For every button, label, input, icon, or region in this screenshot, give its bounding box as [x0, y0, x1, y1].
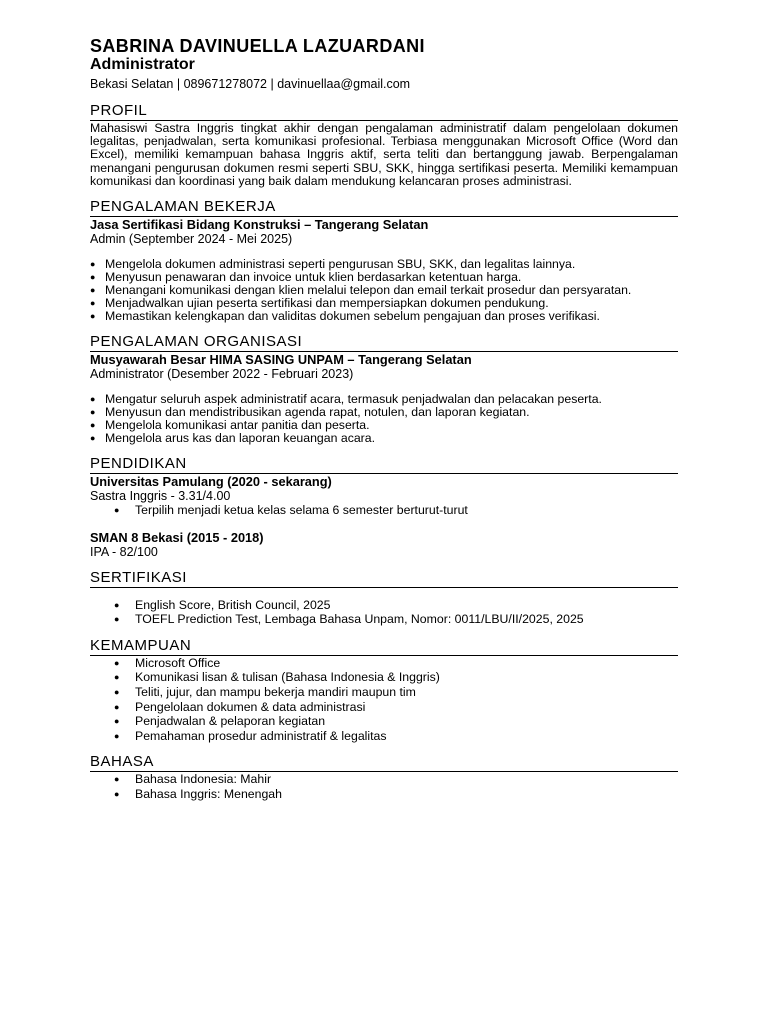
profile-heading: PROFIL [90, 103, 678, 121]
candidate-name: SABRINA DAVINUELLA LAZUARDANI [90, 36, 425, 56]
profile-section [90, 103, 678, 188]
education-section [90, 456, 678, 559]
list-item: ● Menangani komunikasi dengan klien melalui telepon dan email terkait prosedur dan persyaratan. [90, 284, 678, 297]
organization-bullet-list [90, 393, 678, 445]
certification-section [90, 570, 678, 627]
skills-list [90, 656, 678, 744]
candidate-role: Administrator [90, 56, 195, 73]
languages-heading: BAHASA [90, 754, 678, 772]
list-item: ● Komunikasi lisan & tulisan (Bahasa Indonesia & Inggris) [90, 670, 678, 685]
list-item: ● Mengelola komunikasi antar panitia dan peserta. [90, 419, 678, 432]
list-item: ● Menyusun dan mendistribusikan agenda rapat, notulen, dan laporan kegiatan. [90, 406, 678, 419]
profile-text: Mahasiswi Sastra Inggris tingkat akhir dengan pengalaman administratif dalam pengelolaan dokumen legalitas, penjadwalan, serta komunikasi profesional. Terbiasa menggunakan Microsoft Office (Word dan Excel), memiliki kemampuan bahasa Inggris aktif, serta teliti dan bertanggung jawab. Berpengalaman menangani pengurusan dokumen resmi seperti SBU, SKK, hingga sertifikasi peserta. Memiliki kemampuan komunikasi dan koordinasi yang baik dalam mendukung kelancaran proses administrasi. [90, 121, 678, 188]
organization-name: Musyawarah Besar HIMA SASING UNPAM – Tangerang Selatan [90, 352, 472, 368]
education-heading: PENDIDIKAN [90, 456, 678, 474]
list-item: ● Bahasa Inggris: Menengah [90, 787, 678, 802]
resume-content [90, 36, 678, 802]
work-position: Admin (September 2024 - Mei 2025) [90, 232, 293, 247]
list-item: ● Terpilih menjadi ketua kelas selama 6 semester berturut-turut [90, 503, 678, 518]
list-item: ● Pengelolaan dokumen & data administrasi [90, 700, 678, 715]
education-detail: Sastra Inggris - 3.31/4.00 [90, 489, 231, 504]
work-heading: PENGALAMAN BEKERJA [90, 199, 678, 217]
list-item: ● Microsoft Office [90, 656, 678, 671]
list-item: ● TOEFL Prediction Test, Lembaga Bahasa Unpam, Nomor: 0011/LBU/II/2025, 2025 [90, 612, 678, 627]
list-item: ● Menyusun penawaran dan invoice untuk klien berdasarkan ketentuan harga. [90, 271, 678, 284]
list-item: ● Pemahaman prosedur administratif & legalitas [90, 729, 678, 744]
organization-position: Administrator (Desember 2022 - Februari 2023) [90, 367, 354, 382]
languages-list [90, 772, 678, 801]
certification-heading: SERTIFIKASI [90, 570, 678, 588]
list-item: ● Mengelola dokumen administrasi seperti pengurusan SBU, SKK, dan legalitas lainnya. [90, 258, 678, 271]
list-item: ● Teliti, jujur, dan mampu bekerja mandiri maupun tim [90, 685, 678, 700]
skills-heading: KEMAMPUAN [90, 638, 678, 656]
list-item: ● Penjadwalan & pelaporan kegiatan [90, 714, 678, 729]
languages-section [90, 754, 678, 801]
certification-list [90, 598, 678, 627]
education-school: Universitas Pamulang (2020 - sekarang) [90, 474, 332, 490]
work-section [90, 199, 678, 323]
organization-section [90, 334, 678, 445]
list-item: ● Mengatur seluruh aspek administratif acara, termasuk penjadwalan dan pelacakan peserta. [90, 393, 678, 406]
work-bullet-list [90, 258, 678, 323]
list-item: ● English Score, British Council, 2025 [90, 598, 678, 613]
education-detail: IPA - 82/100 [90, 544, 158, 559]
list-item: ● Mengelola arus kas dan laporan keuangan acara. [90, 432, 678, 445]
list-item: ● Memastikan kelengkapan dan validitas dokumen sebelum pengajuan dan proses verifikasi. [90, 310, 678, 323]
skills-section [90, 638, 678, 744]
education-bullet-list [90, 503, 678, 518]
list-item: ● Bahasa Indonesia: Mahir [90, 772, 678, 787]
education-school: SMAN 8 Bekasi (2015 - 2018) [90, 529, 264, 545]
education-entry [90, 531, 678, 559]
work-organization: Jasa Sertifikasi Bidang Konstruksi – Tangerang Selatan [90, 217, 429, 233]
contact-info: Bekasi Selatan | 089671278072 | davinuellaa@gmail.com [90, 77, 411, 91]
list-item: ● Menjadwalkan ujian peserta sertifikasi dan mempersiapkan dokumen pendukung. [90, 297, 678, 310]
organization-heading: PENGALAMAN ORGANISASI [90, 334, 678, 352]
education-entry [90, 475, 678, 518]
